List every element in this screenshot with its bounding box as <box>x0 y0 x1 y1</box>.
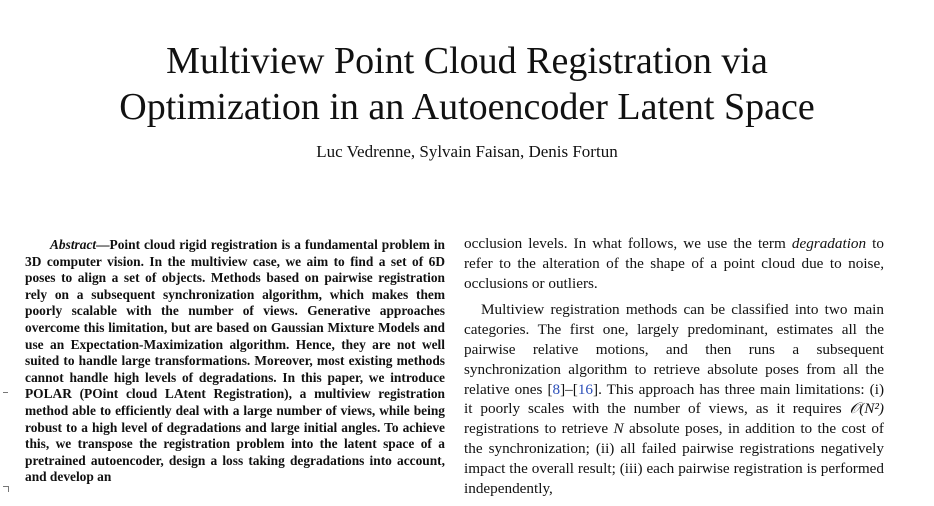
paragraph-1-text-cont: to refer to the alteration of the shape of a point cloud due to noise, occlusions or outliers. <box>464 235 884 292</box>
term-degradation: degradation <box>791 235 867 252</box>
citation-link[interactable]: 8 <box>552 380 561 398</box>
abstract-label: Abstract <box>50 237 97 252</box>
author-list: Luc Vedrenne, Sylvain Faisan, Denis Fortun <box>316 142 618 161</box>
paragraph-2-text-end: absolute poses, in addition to the cost of the synchronization; (ii) all failed pairwise registrations negatively impact the overall result; (iii) each pairwise registration is performed independently, <box>464 420 884 497</box>
right-text-column <box>464 234 884 498</box>
abstract-text: —Point cloud rigid registration is a fundamental problem in 3D computer vision. In the multiview case, we aim to find a set of 6D poses to align a set of objects. Methods based on pairwise registration rely on a subsequent synchronization algorithm, which makes them poorly scalable with the number of views. Generative approaches overcome this limitation, but are based on Gaussian Mixture Models and use an Expectation-Maximization algorithm. Hence, they are not well suited to handle large transformations. Moreover, most existing methods cannot handle high levels of degradations. In this paper, we introduce POLAR (POint cloud LAtent Registration), a multiview registration method able to efficiently deal with a large number of views, while being robust to a high level of degradations and large initial angles. To achieve this, we transpose the registration problem into the latent space of a pretrained autoencoder, design a loss taking degradations into account, and develop an <box>25 237 445 485</box>
title-line-1: Multiview Point Cloud Registration via <box>166 40 768 82</box>
math-complexity: 𝒪(N²) <box>849 400 884 418</box>
abstract-paragraph <box>25 237 445 486</box>
paragraph-2 <box>464 300 884 498</box>
paper-title <box>0 38 934 130</box>
paragraph-1-text: occlusion levels. In what follows, we use the term <box>464 235 792 252</box>
abstract-column <box>25 237 445 486</box>
paragraph-2-text: Multiview registration methods can be classified into two main categories. The first one, largely predominant, estimates all the pairwise relative motions, and then runs a subsequent synchronization algorithm to retrieve absolute poses from all the relative ones [ <box>464 301 884 398</box>
math-variable-n: N <box>613 420 624 438</box>
title-line-2: Optimization in an Autoencoder Latent Space <box>119 86 815 128</box>
paragraph-1 <box>464 234 884 293</box>
paragraph-2-text-cont: registrations to retrieve <box>464 420 614 438</box>
citation-link[interactable]: 16 <box>577 380 594 398</box>
margin-tick-mark <box>3 392 8 393</box>
citation-range-dash: ]–[ <box>560 380 578 398</box>
margin-tick-mark <box>8 486 9 492</box>
paragraph-2-text-cont: ]. This approach has three main limitations: (i) it poorly scales with the number of views, as it requires <box>464 380 884 418</box>
